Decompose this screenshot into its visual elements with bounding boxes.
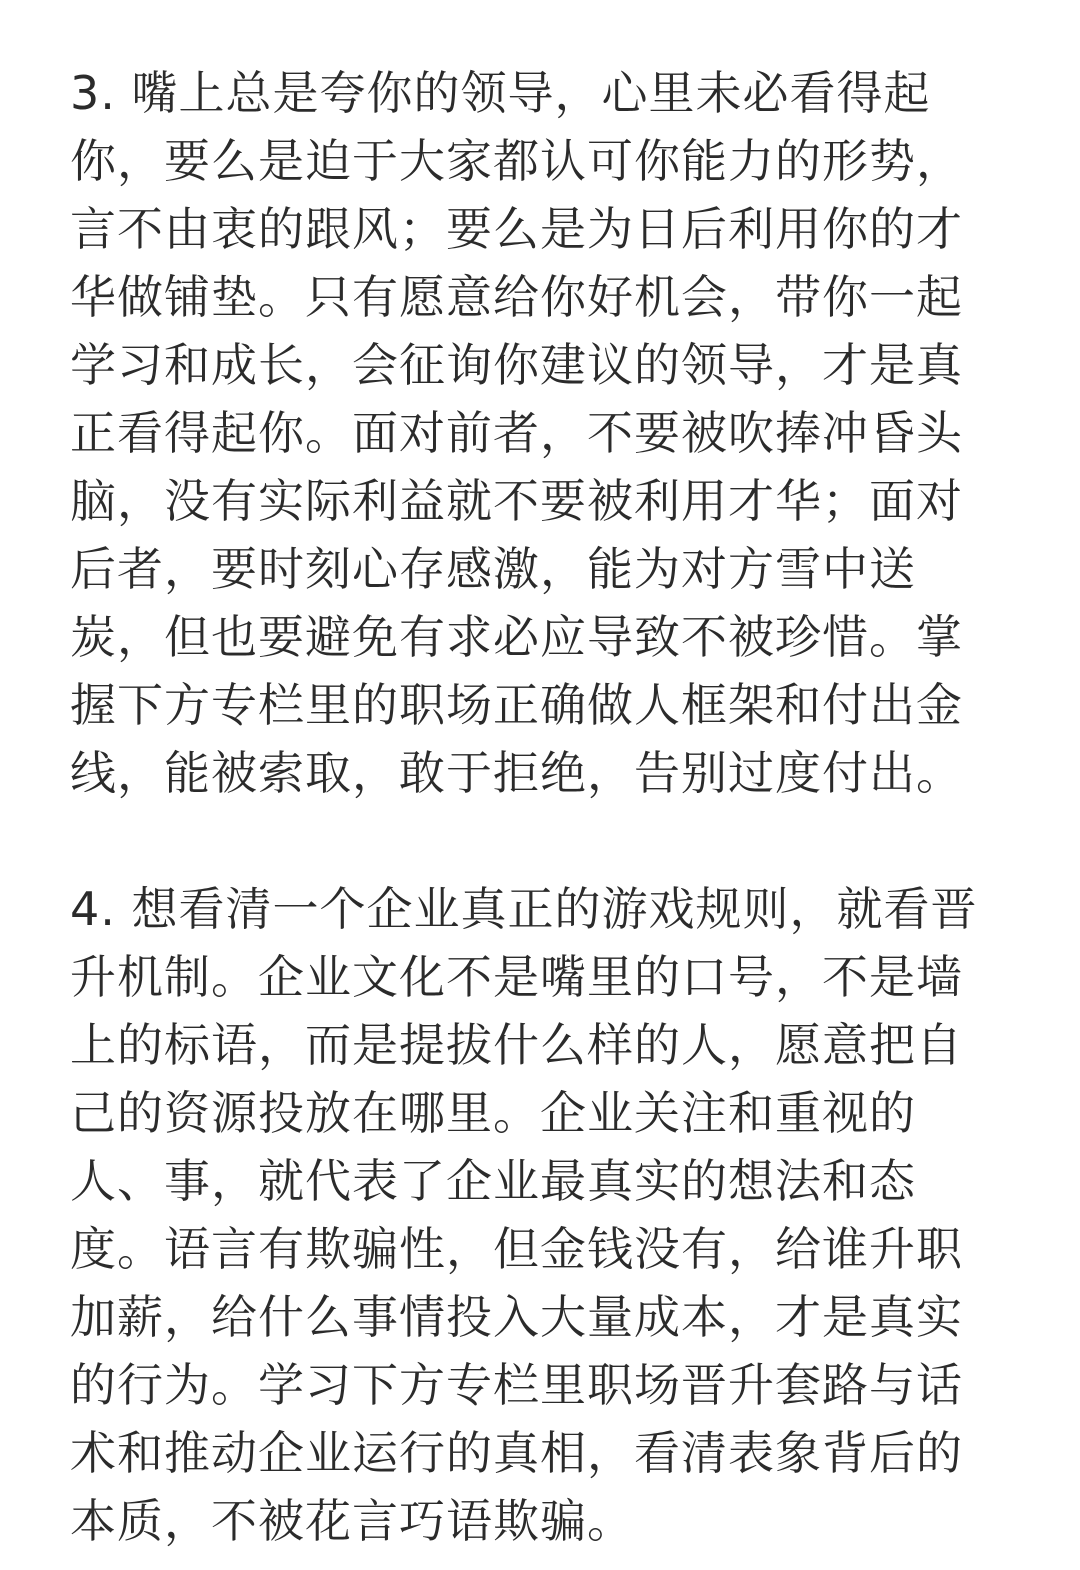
text-line: 术和推动企业运行的真相，看清表象背后的 xyxy=(70,1426,963,1480)
text-line: 的行为。学习下方专栏里职场晋升套路与话 xyxy=(70,1358,963,1412)
text-line: 言不由衷的跟风；要么是为日后利用你的才 xyxy=(70,202,963,256)
text-line: 加薪，给什么事情投入大量成本，才是真实 xyxy=(70,1290,963,1344)
text-line: 正看得起你。面对前者，不要被吹捧冲昏头 xyxy=(70,406,963,460)
text-line: 本质，不被花言巧语欺骗。 xyxy=(70,1494,634,1548)
text-line: 你，要么是迫于大家都认可你能力的形势， xyxy=(70,134,963,188)
text-line: 握下方专栏里的职场正确做人框架和付出金 xyxy=(70,678,963,732)
text-line: 线，能被索取，敢于拒绝，告别过度付出。 xyxy=(70,746,963,800)
text-line: 学习和成长，会征询你建议的领导，才是真 xyxy=(70,338,963,392)
text-line: 度。语言有欺骗性，但金钱没有，给谁升职 xyxy=(70,1222,963,1276)
text-line: 后者，要时刻心存感激，能为对方雪中送 xyxy=(70,542,916,596)
text-line: 升机制。企业文化不是嘴里的口号，不是墙 xyxy=(70,950,963,1004)
text-line: 华做铺垫。只有愿意给你好机会，带你一起 xyxy=(70,270,963,324)
text-line: 3. 嘴上总是夸你的领导，心里未必看得起 xyxy=(70,66,931,120)
text-line: 脑，没有实际利益就不要被利用才华；面对 xyxy=(70,474,963,528)
text-line: 炭，但也要避免有求必应导致不被珍惜。掌 xyxy=(70,610,963,664)
text-line: 己的资源投放在哪里。企业关注和重视的 xyxy=(70,1086,916,1140)
text-line: 人、事，就代表了企业最真实的想法和态 xyxy=(70,1154,916,1208)
text-line: 4. 想看清一个企业真正的游戏规则，就看晋 xyxy=(70,882,978,936)
text-line: 上的标语，而是提拔什么样的人，愿意把自 xyxy=(70,1018,963,1072)
